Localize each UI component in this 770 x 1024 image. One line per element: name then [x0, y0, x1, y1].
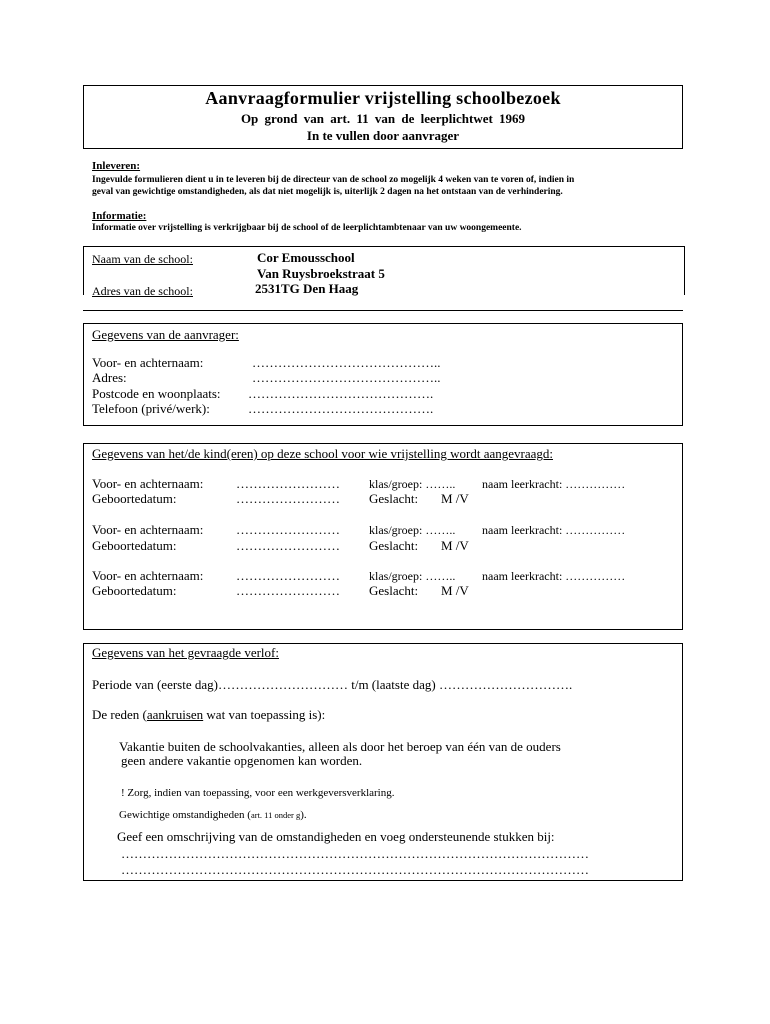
- reden-prefix: De reden (: [92, 707, 147, 722]
- gewichtige-article: art. 11 onder g: [250, 810, 301, 820]
- aanvrager-postcode-field[interactable]: …………………………………….: [248, 386, 434, 401]
- informatie-heading: Informatie:: [92, 210, 147, 222]
- aanvrager-phone-field[interactable]: …………………………………….: [248, 401, 434, 416]
- aanvrager-box: [83, 323, 683, 426]
- kind-name-label: Voor- en achternaam:: [92, 568, 204, 583]
- kind-leerkracht-field[interactable]: naam leerkracht: ……………: [482, 477, 626, 491]
- aanvrager-name-field[interactable]: ……………………………………..: [252, 355, 441, 370]
- aanvrager-postcode-label: Postcode en woonplaats:: [92, 386, 221, 401]
- aanvrager-address-field[interactable]: ……………………………………..: [252, 370, 441, 385]
- kind-geslacht-label: Geslacht:: [369, 491, 419, 506]
- kind-name-field[interactable]: ……………………: [236, 522, 340, 537]
- kind-klas-field[interactable]: klas/groep: ……..: [369, 569, 456, 583]
- kind-dob-field[interactable]: ……………………: [236, 491, 340, 506]
- omschrijving-field-1[interactable]: ………………………………………………………………………………………………: [121, 846, 589, 861]
- kind-dob-field[interactable]: ……………………: [236, 583, 340, 598]
- kind-geslacht-label: Geslacht:: [369, 538, 419, 553]
- reden-suffix: wat van toepassing is):: [203, 707, 326, 722]
- gewichtige-end: ).: [300, 809, 307, 821]
- school-name: Cor Emousschool: [257, 250, 355, 265]
- kinderen-heading: Gegevens van het/de kind(eren) op deze school voor wie vrijstelling wordt aangevraagd:: [92, 446, 553, 461]
- school-street: Van Ruysbroekstraat 5: [257, 266, 385, 281]
- kind-geslacht-field[interactable]: M /V: [441, 538, 469, 553]
- kind-name-label: Voor- en achternaam:: [92, 522, 204, 537]
- verlof-box: [83, 643, 683, 881]
- inleveren-heading: Inleveren:: [92, 160, 141, 172]
- form-subtitle: Op grond van art. 11 van de leerplichtwet 1969: [240, 111, 526, 126]
- zorg-note: ! Zorg, indien van toepassing, voor een werkgeversverklaring.: [121, 787, 395, 799]
- kind-name-field[interactable]: ……………………: [236, 476, 340, 491]
- omschrijving-field-2[interactable]: ………………………………………………………………………………………………: [121, 862, 589, 877]
- kinderen-box: [83, 443, 683, 630]
- periode-field[interactable]: Periode van (eerste dag)………………………… t/m (laatste dag) ………………………….: [92, 677, 573, 692]
- aanvrager-phone-label: Telefoon (privé/werk):: [92, 401, 210, 416]
- kind-dob-label: Geboortedatum:: [92, 491, 177, 506]
- kind-klas-field[interactable]: klas/groep: ……..: [369, 523, 456, 537]
- header-box: [83, 85, 683, 149]
- school-address-label: Adres van de school:: [92, 284, 193, 298]
- kind-name-field[interactable]: ……………………: [236, 568, 340, 583]
- kind-klas-field[interactable]: klas/groep: ……..: [369, 477, 456, 491]
- kind-geslacht-field[interactable]: M /V: [441, 583, 469, 598]
- school-name-label: Naam van de school:: [92, 252, 193, 266]
- reden-underlined: aankruisen: [146, 707, 204, 722]
- inleveren-text-2: geval van gewichtige omstandigheden, als dat niet mogelijk is, uiterlijk 2 dagen na het ontstaan van de verhindering.: [92, 187, 563, 197]
- gewichtige-label: Gewichtige omstandigheden (: [119, 809, 251, 821]
- school-section: [83, 246, 685, 298]
- kind-dob-label: Geboortedatum:: [92, 583, 177, 598]
- kind-dob-label: Geboortedatum:: [92, 538, 177, 553]
- verlof-heading: Gegevens van het gevraagde verlof:: [92, 645, 279, 660]
- school-city: 2531TG Den Haag: [255, 281, 359, 296]
- kind-geslacht-label: Geslacht:: [369, 583, 419, 598]
- kind-name-label: Voor- en achternaam:: [92, 476, 204, 491]
- kind-leerkracht-field[interactable]: naam leerkracht: ……………: [482, 523, 626, 537]
- section-divider: [83, 310, 683, 311]
- vakantie-option-line2: geen andere vakantie opgenomen kan worden.: [121, 753, 363, 768]
- informatie-text: Informatie over vrijstelling is verkrijgbaar bij de school of de leerplichtambtenaar van uw woongemeente.: [92, 223, 522, 233]
- omschrijving-label: Geef een omschrijving van de omstandigheden en voeg ondersteunende stukken bij:: [117, 829, 555, 844]
- form-subtitle-2: In te vullen door aanvrager: [306, 128, 460, 143]
- vakantie-option[interactable]: Vakantie buiten de schoolvakanties, alleen als door het beroep van één van de ouders: [119, 739, 561, 754]
- kind-dob-field[interactable]: ……………………: [236, 538, 340, 553]
- aanvrager-heading: Gegevens van de aanvrager:: [92, 327, 239, 342]
- form-title: Aanvraagformulier vrijstelling schoolbezoek: [205, 88, 561, 108]
- gewichtige-option[interactable]: [119, 809, 307, 821]
- inleveren-text-1: Ingevulde formulieren dient u in te leveren bij de directeur van de school zo mogelijk 4 weken van te voren of, indien in: [92, 175, 575, 185]
- kind-leerkracht-field[interactable]: naam leerkracht: ……………: [482, 569, 626, 583]
- reden-line: [92, 707, 325, 723]
- kind-geslacht-field[interactable]: M /V: [441, 491, 469, 506]
- aanvrager-name-label: Voor- en achternaam:: [92, 355, 204, 370]
- aanvrager-address-label: Adres:: [92, 370, 127, 385]
